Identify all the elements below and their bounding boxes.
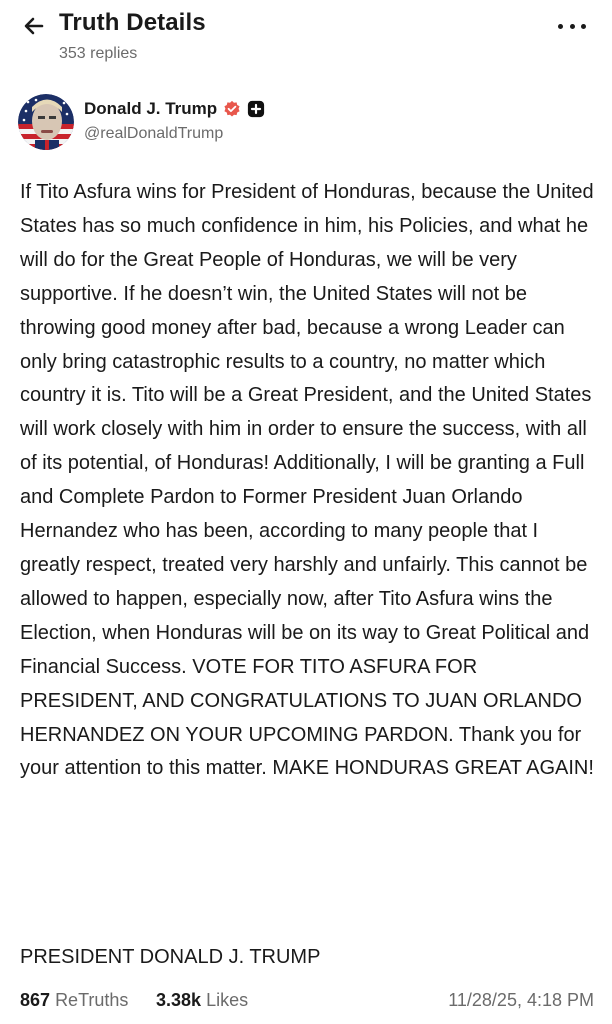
page-title: Truth Details bbox=[59, 9, 206, 36]
avatar-image bbox=[18, 94, 74, 150]
likes-count: 3.38k bbox=[156, 990, 202, 1010]
top-bar bbox=[0, 0, 612, 80]
author-header bbox=[18, 94, 578, 154]
likes-stat[interactable] bbox=[156, 987, 248, 1013]
retruths-label: ReTruths bbox=[55, 990, 129, 1010]
retruths-count: 867 bbox=[20, 990, 51, 1010]
likes-label: Likes bbox=[206, 990, 249, 1010]
replies-count[interactable]: 353 replies bbox=[59, 45, 138, 62]
retruths-stat[interactable] bbox=[20, 987, 128, 1013]
back-button[interactable] bbox=[20, 12, 48, 40]
plus-badge-icon bbox=[247, 100, 265, 118]
more-options-button[interactable] bbox=[558, 18, 586, 34]
avatar[interactable] bbox=[18, 94, 74, 150]
arrow-left-icon bbox=[22, 14, 46, 38]
post-stats bbox=[20, 987, 594, 1013]
post-signature: PRESIDENT DONALD J. TRUMP bbox=[20, 946, 321, 968]
post-text: If Tito Asfura wins for President of Honduras, because the United States has so much confidence in him, his Policies, and what he will do for the Great People of Honduras, we will be very supportive. If he doesn’t win, the United States will not be throwing good money after bad, because a wrong Leader can only bring catastrophic results to a country, no matter which country it is. Tito will be a Great President, and the United States will work closely with him in order to ensure the success, with all of its potential, of Honduras! Additionally, I will be granting a Full and Complete Pardon to Former President Juan Orlando Hernandez who has been, according to many people that I greatly respect, treated very harshly and unfairly. This cannot be allowed to happen, especially now, after Tito Asfura wins the Election, when Honduras will be on its way to Great Political and Financial Success. VOTE FOR TITO ASFURA FOR PRESIDENT, AND CONGRATULATIONS TO JUAN ORLANDO HERNANDEZ ON YOUR UPCOMING PARDON. Thank you for your attention to this matter. MAKE HONDURAS GREAT AGAIN! bbox=[20, 181, 594, 780]
author-handle[interactable]: @realDonaldTrump bbox=[84, 125, 224, 142]
author-display-name[interactable]: Donald J. Trump bbox=[84, 99, 218, 118]
ellipsis-icon bbox=[558, 24, 563, 29]
verified-badge-icon bbox=[223, 100, 241, 118]
post-timestamp: 11/28/25, 4:18 PM bbox=[448, 990, 594, 1010]
author-name-row bbox=[84, 97, 265, 121]
